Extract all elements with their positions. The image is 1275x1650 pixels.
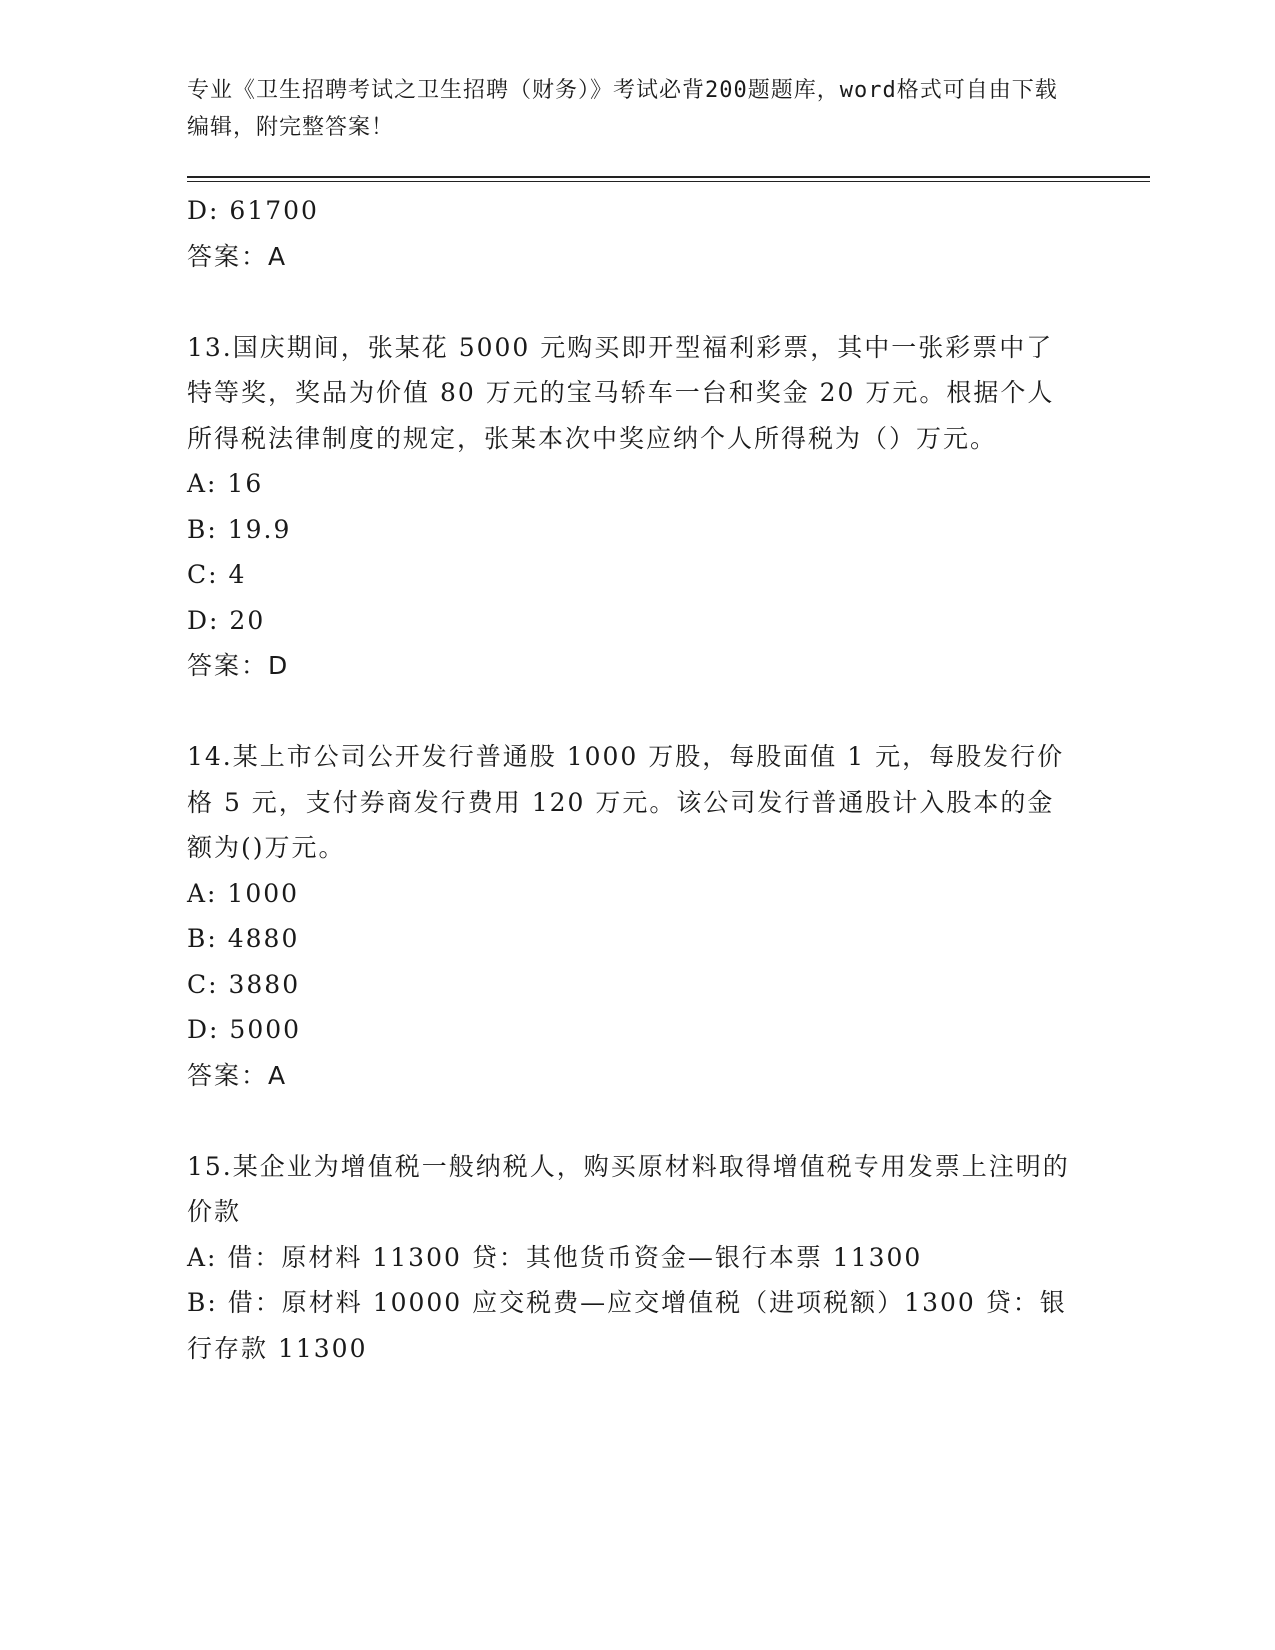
question-stem: 14.某上市公司公开发行普通股 1000 万股，每股面值 1 元，每股发行价格 5 元，支付券商发行费用 120 万元。该公司发行普通股计入股本的金额为()万元。 <box>187 742 1065 862</box>
header-divider-thick <box>187 176 1150 178</box>
option-d: D: 20 <box>187 605 266 635</box>
option-c: C: 3880 <box>187 969 301 999</box>
spacer <box>187 689 1077 735</box>
question-content <box>187 188 1077 1371</box>
option-a: A: 借：原材料 11300 贷：其他货币资金—银行本票 11300 <box>187 1242 923 1272</box>
answer: 答案：A <box>187 1060 288 1090</box>
option-c: C: 4 <box>187 560 247 589</box>
question-stem: 13.国庆期间，张某花 5000 元购买即开型福利彩票，其中一张彩票中了特等奖，奖品为价值 80 万元的宝马轿车一台和奖金 20 万元。根据个人所得税法律制度的规定，张某本次中奖应纳个人所得税为（）万元。 <box>187 332 1055 453</box>
question-stem: 15.某企业为增值税一般纳税人，购买原材料取得增值税专用发票上注明的价款 <box>187 1151 1070 1226</box>
spacer <box>187 279 1077 325</box>
page-header: 专业《卫生招聘考试之卫生招聘（财务）》考试必背200题题库，word格式可自由下载编辑，附完整答案！ <box>187 78 1058 140</box>
option-b: B: 19.9 <box>187 514 292 544</box>
answer: 答案：D <box>187 651 290 680</box>
previous-question-tail <box>187 188 1077 279</box>
option-a: A: 16 <box>187 469 264 498</box>
answer: 答案：A <box>187 241 288 271</box>
option-b: B: 4880 <box>187 924 300 953</box>
question-15 <box>187 1144 1077 1372</box>
question-14 <box>187 734 1077 1098</box>
spacer <box>187 1098 1077 1144</box>
question-13 <box>187 325 1077 689</box>
option-a: A: 1000 <box>187 878 300 908</box>
option-d: D: 61700 <box>187 196 319 225</box>
header-divider-thin <box>187 181 1150 182</box>
option-b: B: 借：原材料 10000 应交税费—应交增值税（进项税额）1300 贷：银行存款 11300 <box>187 1288 1067 1363</box>
option-d: D: 5000 <box>187 1015 302 1044</box>
